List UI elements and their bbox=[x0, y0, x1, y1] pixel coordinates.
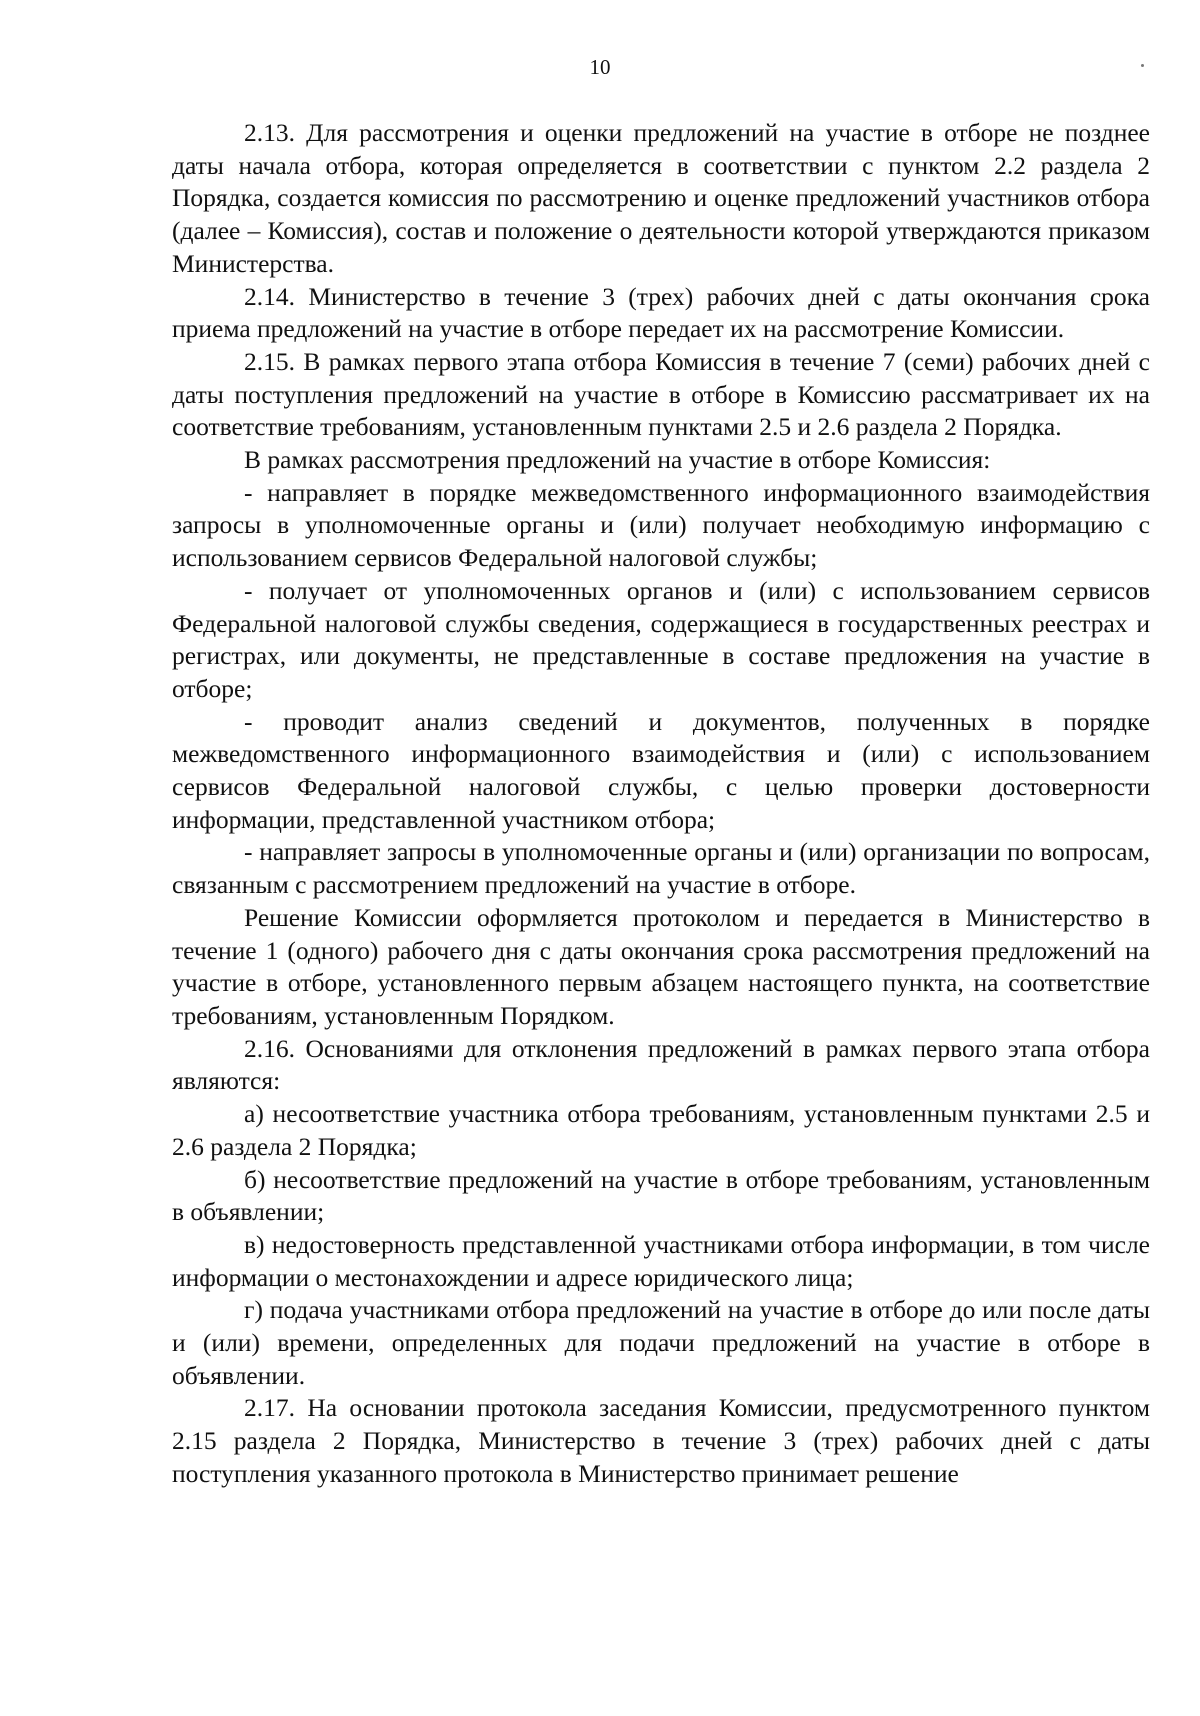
list-item-receives-info: - получает от уполномоченных органов и (или) с использованием сервисов Федеральной налоговой службы сведения, содержащиеся в государственных реестрах и регистрах, или документы, не представленные в составе предложения на участие в отборе; bbox=[172, 575, 1150, 703]
list-item-analyzes: - проводит анализ сведений и документов, полученных в порядке межведомственного информационного взаимодействия и (или) с использованием сервисов Федеральной налоговой службы, с целью проверки достоверности информации, представленной участником отбора; bbox=[172, 706, 1150, 834]
scan-speck bbox=[1141, 64, 1144, 67]
list-item-v: в) недостоверность представленной участниками отбора информации, в том числе информации о местонахождении и адресе юридического лица; bbox=[172, 1229, 1150, 1292]
paragraph-commission-intro: В рамках рассмотрения предложений на участие в отборе Комиссия: bbox=[244, 445, 991, 475]
list-item-g: г) подача участниками отбора предложений на участие в отборе до или после даты и (или) времени, определенных для подачи предложений на участие в отборе в объявлении. bbox=[172, 1295, 1150, 1390]
list-item-sends-requests: - направляет в порядке межведомственного информационного взаимодействия запросы в уполномоченные органы и (или) получает необходимую информацию с использованием сервисов Федеральной налоговой службы; bbox=[172, 477, 1150, 573]
list-item-sends-queries: - направляет запросы в уполномоченные органы и (или) организации по вопросам, связанным с рассмотрением предложений на участие в отборе. bbox=[172, 837, 1150, 900]
list-item-a: а) несоответствие участника отбора требованиям, установленным пунктами 2.5 и 2.6 раздела 2 Порядка; bbox=[172, 1099, 1150, 1161]
paragraph-2-14: 2.14. Министерство в течение 3 (трех) рабочих дней с даты окончания срока приема предложений на участие в отборе передает их на рассмотрение Комиссии. bbox=[172, 281, 1150, 344]
paragraph-2-15: 2.15. В рамках первого этапа отбора Комиссия в течение 7 (семи) рабочих дней с даты поступления предложений на участие в отборе в Комиссию рассматривает их на соответствие требованиям, установленным пунктами 2.5 и 2.6 раздела 2 Порядка. bbox=[172, 346, 1150, 442]
paragraph-commission-decision: Решение Комиссии оформляется протоколом и передается в Министерство в течение 1 (одного) рабочего дня с даты окончания срока рассмотрения предложений на участие в отборе, установленного первым абзацем настоящего пункта, на соответствие требованиям, установленным Порядком. bbox=[172, 902, 1150, 1030]
paragraph-2-17: 2.17. На основании протокола заседания Комиссии, предусмотренного пунктом 2.15 раздела 2 Порядка, Министерство в течение 3 (трех) рабочих дней с даты поступления указанного протокола в Министерство принимает решение bbox=[172, 1393, 1150, 1488]
page-number: 10 bbox=[589, 55, 611, 79]
paragraph-2-13: 2.13. Для рассмотрения и оценки предложений на участие в отборе не позднее даты начала отбора, которая определяется в соответствии с пунктом 2.2 раздела 2 Порядка, создается комиссия по рассмотрению и оценке предложений участников отбора (далее – Комиссия), состав и положение о деятельности которой утверждаются приказом Министерства. bbox=[172, 118, 1150, 278]
document-body bbox=[172, 117, 1150, 1491]
paragraph-2-16: 2.16. Основаниями для отклонения предложений в рамках первого этапа отбора являются: bbox=[172, 1033, 1150, 1096]
list-item-b: б) несоответствие предложений на участие в отборе требованиям, установленным в объявлении; bbox=[172, 1164, 1150, 1227]
